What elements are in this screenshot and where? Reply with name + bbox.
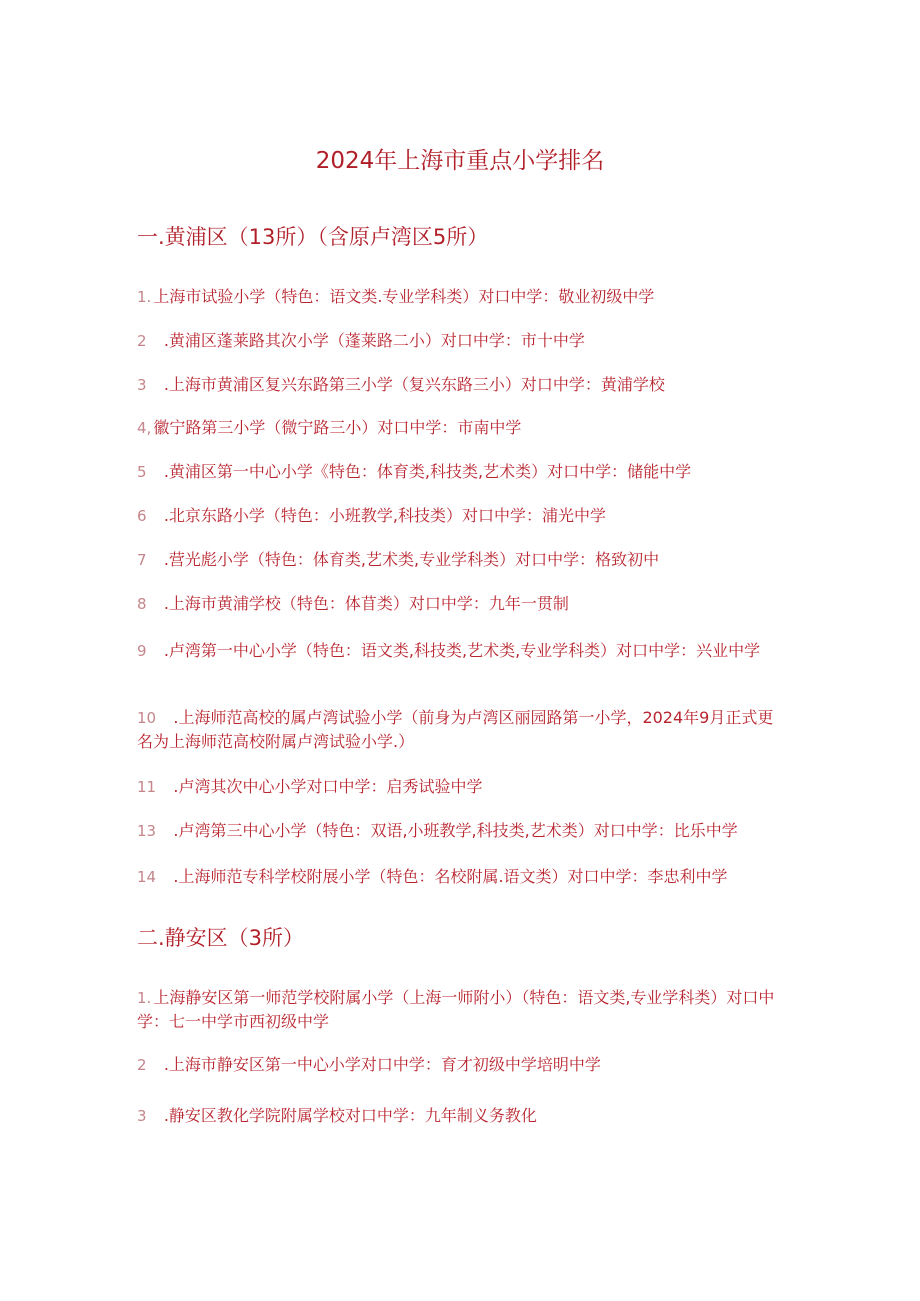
item-number: 2 <box>137 332 147 350</box>
item-text: .黄浦区蓬莱路其次小学（蓬莱路二小）对口中学：市十中学 <box>163 331 585 350</box>
item-number: 5 <box>137 463 147 481</box>
item-text: .上海市黄浦学校（特色：体苜类）对口中学：九年一贯制 <box>163 594 569 613</box>
item-text: .营光彪小学（特色：体育类,艺术类,专业学科类）对口中学：格致初中 <box>163 550 660 569</box>
list-item <box>137 1053 787 1077</box>
item-text: .北京东路小学（特色：小班教学,科技类）对口中学：浦光中学 <box>163 506 606 525</box>
item-text: .黄浦区第一中心小学《特色：体育类,科技类,艺术类）对口中学：储能中学 <box>163 462 692 481</box>
list-item <box>137 592 787 616</box>
item-text: .卢湾第一中心小学（特色：语文类,科技类,艺术类,专业学科类）对口中学：兴业中学 <box>163 641 761 660</box>
item-text: 上海市试验小学（特色：语文类.专业学科类）对口中学：敬业初级中学 <box>153 287 655 306</box>
page-title: 2024年上海市重点小学排名 <box>315 148 605 174</box>
item-text: .静安区教化学院附属学校对口中学：九年制义务教化 <box>163 1106 537 1125</box>
item-number: 6 <box>137 507 147 525</box>
item-text: 徽宁路第三小学（微宁路三小）对口中学：市南中学 <box>153 418 522 437</box>
list-item <box>137 548 787 572</box>
list-item <box>137 460 787 484</box>
list-item <box>137 373 787 397</box>
item-text: 上海静安区第一师范学校附属小学（上海一师附小）（特色：语文类,专业学科类）对口中学：七一中学市西初级中学 <box>137 988 775 1031</box>
list-item <box>137 639 787 663</box>
item-number: 13 <box>137 822 157 840</box>
item-number: 9 <box>137 642 147 660</box>
item-number: 14 <box>137 868 157 886</box>
item-text: .上海师范专科学校附展小学（特色：名校附属.语文类）对口中学：李忠利中学 <box>173 867 728 886</box>
list-item <box>137 329 787 353</box>
item-text: .上海市静安区第一中心小学对口中学：育才初级中学培明中学 <box>163 1055 601 1074</box>
item-number: 7 <box>137 551 147 569</box>
item-text: .卢湾其次中心小学对口中学：启秀试验中学 <box>173 777 483 796</box>
list-item <box>137 986 787 1033</box>
list-item <box>137 706 787 753</box>
section-heading-jingan: 二.静安区（3所） <box>137 926 305 950</box>
list-item <box>137 504 787 528</box>
item-number: 10 <box>137 709 157 727</box>
list-item <box>137 819 787 843</box>
list-item <box>137 285 787 309</box>
item-text: .上海市黄浦区复兴东路第三小学（复兴东路三小）对口中学：黄浦学校 <box>163 375 665 394</box>
item-number: 2 <box>137 1056 147 1074</box>
list-item <box>137 775 787 799</box>
item-number: 1. <box>137 288 152 306</box>
list-item <box>137 1104 787 1128</box>
item-number: 11 <box>137 778 157 796</box>
item-number: 8 <box>137 595 147 613</box>
item-text: .上海师范高校的属卢湾试验小学（前身为卢湾区丽园路第一小学，2024年9月正式更名为上海师范高校附属卢湾试验小学.） <box>137 708 774 751</box>
item-number: 4, <box>137 419 152 437</box>
item-number: 1. <box>137 989 152 1007</box>
list-item <box>137 416 787 440</box>
section-heading-huangpu: 一.黄浦区（13所）（含原卢湾区5所） <box>137 225 489 249</box>
item-number: 3 <box>137 1107 147 1125</box>
list-item <box>137 865 787 889</box>
item-text: .卢湾第三中心小学（特色：双语,小班教学,科技类,艺术类）对口中学：比乐中学 <box>173 821 738 840</box>
item-number: 3 <box>137 376 147 394</box>
